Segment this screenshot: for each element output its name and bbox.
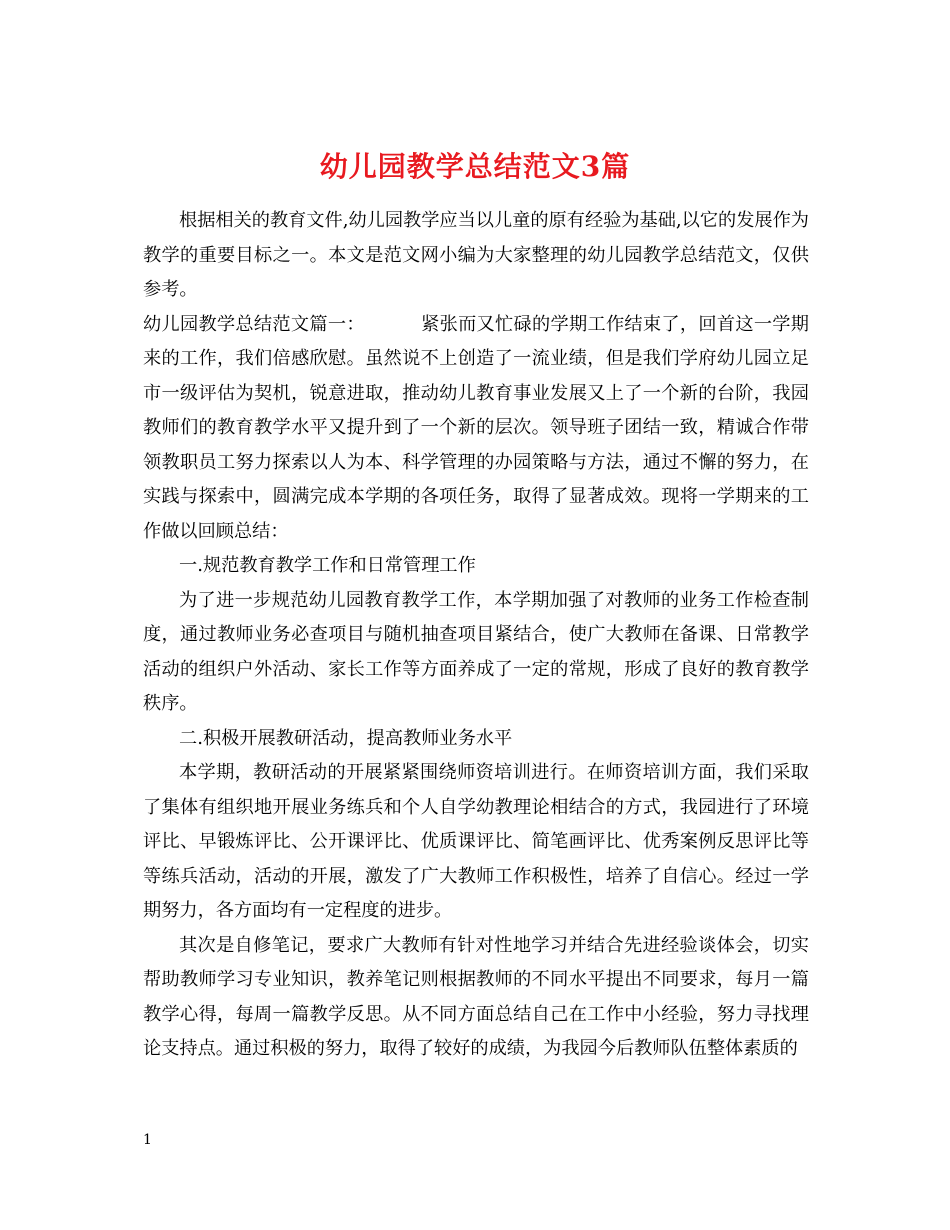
document-body [143, 204, 809, 1067]
section-one-title: 一.规范教育教学工作和日常管理工作 [179, 555, 476, 576]
section-two-body: 本学期，教研活动的开展紧紧围绕师资培训进行。在师资培训方面，我们采取了集体有组织地开展业务练兵和个人自学幼教理论相结合的方式，我园进行了环境评比、早锻炼评比、公开课评比、优质课评比、简笔画评比、优秀案例反思评比等等练兵活动，活动的开展，激发了广大教师工作积极性，培养了自信心。经过一学期努力，各方面均有一定程度的进步。 [143, 762, 809, 921]
document-title: 幼儿园教学总结范文3篇 [319, 149, 631, 183]
page-number: 1 [143, 1132, 152, 1148]
section-one-body: 为了进一步规范幼儿园教育教学工作，本学期加强了对教师的业务工作检查制度，通过教师业务必查项目与随机抽查项目紧结合，使广大教师在备课、日常教学活动的组织户外活动、家长工作等方面养成了一定的常规，形成了良好的教育教学秩序。 [143, 589, 809, 714]
article-one-text: 紧张而又忙碌的学期工作结束了，回首这一学期来的工作，我们倍感欣慰。虽然说不上创造了一流业绩，但是我们学府幼儿园立足市一级评估为契机，锐意进取，推动幼儿教育事业发展又上了一个新的台阶，我园教师们的教育教学水平又提升到了一个新的层次。领导班子团结一致，精诚合作带领教职员工努力探索以人为本、科学管理的办园策略与方法，通过不懈的努力，在实践与探索中，圆满完成本学期的各项任务，取得了显著成效。现将一学期来的工作做以回顾总结： [143, 313, 809, 542]
section-two-title: 二.积极开展教研活动，提高教师业务水平 [179, 727, 513, 749]
article-one-label: 幼儿园教学总结范文篇一： [143, 313, 365, 335]
intro-paragraph: 根据相关的教育文件,幼儿园教学应当以儿童的原有经验为基础,以它的发展作为教学的重要目标之一。本文是范文网小编为大家整理的幼儿园教学总结范文，仅供参考。 [143, 210, 809, 300]
section-two-notes: 其次是自修笔记，要求广大教师有针对性地学习并结合先进经验谈体会，切实帮助教师学习专业知识，教养笔记则根据教师的不同水平提出不同要求，每月一篇教学心得，每周一篇教学反思。从不同方面总结自己在工作中小经验，努力寻找理论支持点。通过积极的努力，取得了较好的成绩，为我园今后教师队伍整体素质的 [143, 934, 809, 1059]
article-one-paragraph [143, 308, 809, 550]
